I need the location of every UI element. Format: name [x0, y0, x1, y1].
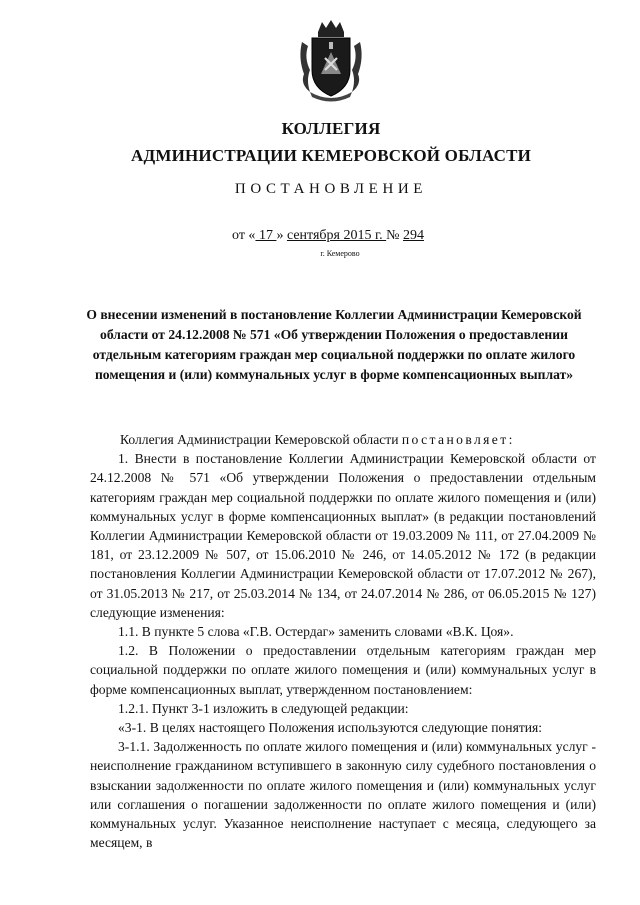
paragraph-3-1: «3-1. В целях настоящего Положения используются следующие понятия: [118, 720, 543, 736]
document-type: ПОСТАНОВЛЕНИЕ [234, 181, 428, 197]
paragraph-1-1: 1.1. В пункте 5 слова «Г.В. Остердаг» заменить словами «В.К. Цоя». [118, 624, 514, 640]
date-month-year: сентября 2015 г. [286, 228, 387, 243]
city: г. Кемерово [320, 249, 360, 258]
date-mid: » [276, 228, 287, 243]
paragraph-1-2-1: 1.2.1. Пункт 3-1 изложить в следующей редакции: [118, 700, 409, 716]
document-body [90, 430, 596, 852]
paragraph-1: 1. Внести в постановление Коллегии Администрации Кемеровской области от 24.12.2008 № 571 «Об утверждении Положения о предоставлении отдельным категориям граждан мер социальной поддержки по оплате жилого помещения и (или) коммунальных услуг в форме компенсационных выплат» (в редакции постановлений Коллегии Администрации Кемеровской области от 19.03.2009 № 111, от 27.04.2009 № 181, от 23.12.2009 № 507, от 15.06.2010 № 246, от 14.05.2012 № 172 (в редакции постановления Коллегии Администрации Кемеровской области от 17.07.2012 № 267), от 31.05.2013 № 217, от 25.03.2014 № 134, от 24.07.2014 № 286, от 06.05.2015 № 127) следующие изменения: [90, 451, 596, 620]
intro-paragraph [90, 430, 596, 449]
paragraph-3-1-1: 3-1.1. Задолженность по оплате жилого помещения и (или) коммунальных услуг - неисполнение гражданином вступившего в законную силу судебного постановления о взыскании задолженности по оплате жилого помещения и (или) коммунальных услуг или соглашения о погашении задолженности по оплате жилого помещения и (или) коммунальных услуг. Указанное неисполнение наступает с месяца, следующего за месяцем, в [90, 739, 596, 851]
number-sign: № [386, 228, 403, 243]
date-prefix: от « [232, 228, 256, 243]
intro-text: Коллегия Администрации Кемеровской области [120, 432, 402, 447]
document-title: О внесении изменений в постановление Коллегии Администрации Кемеровской области от 24.12.2008 № 571 «Об утверждении Положения о предоставлении отдельным категориям граждан мер социальной поддержки по оплате жилого помещения и (или) коммунальных услуг в форме компенсационных выплат» [86, 307, 582, 382]
date-line [232, 228, 424, 244]
document-number: 294 [403, 228, 424, 243]
coat-of-arms-icon [296, 18, 366, 102]
paragraph-1-2: 1.2. В Положении о предоставлении отдельным категориям граждан мер социальной поддержки по оплате жилого помещения и (или) коммунальных услуг в форме компенсационных выплат, утвержденном постановлением: [90, 643, 596, 697]
date-day: 17 [255, 228, 277, 243]
org-name-line2: АДМИНИСТРАЦИИ КЕМЕРОВСКОЙ ОБЛАСТИ [130, 146, 532, 165]
org-name-line1: КОЛЛЕГИЯ [281, 119, 381, 138]
intro-verb: постановляет: [401, 432, 515, 447]
